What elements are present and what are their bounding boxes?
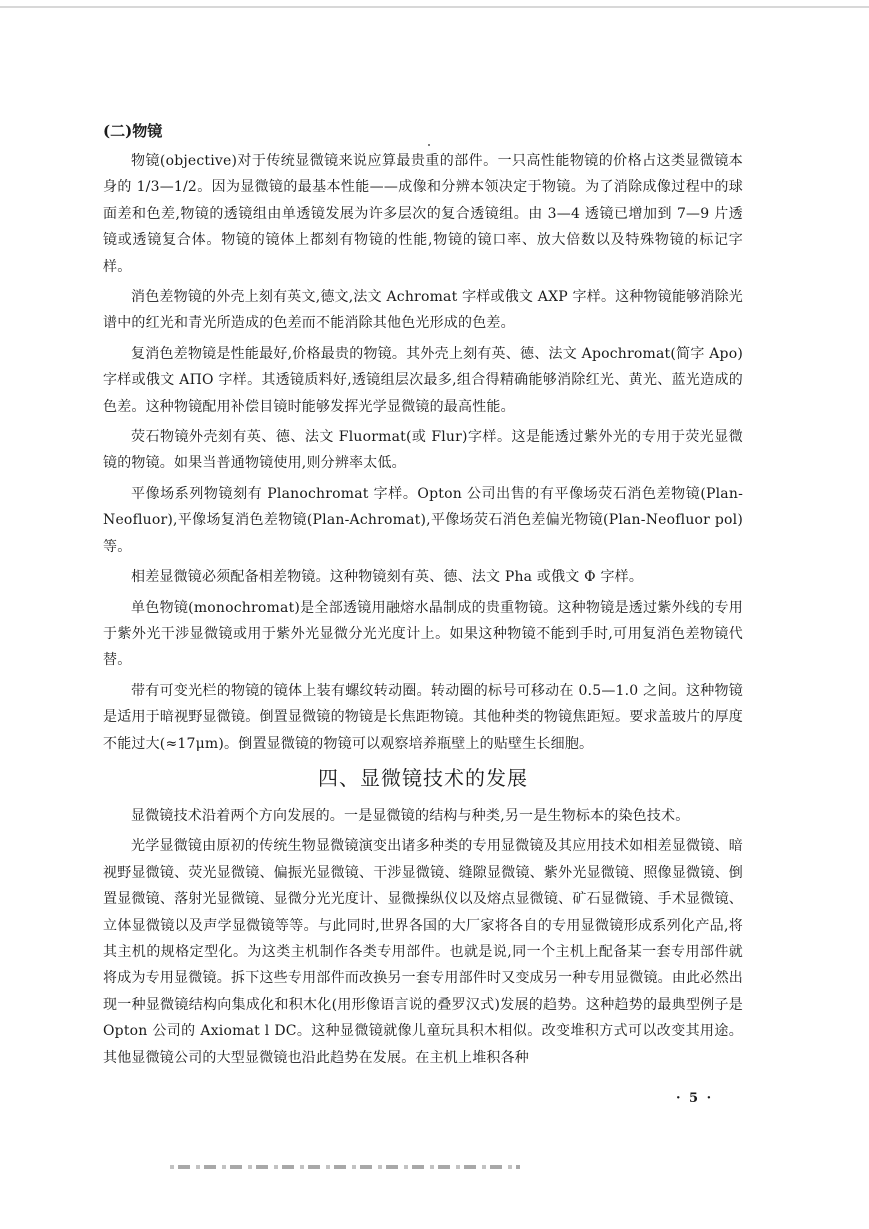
paragraph-achromat: 消色差物镜的外壳上刻有英文,德文,法文 Achromat 字样或俄文 AXP 字样。这种物镜能够消除光谱中的红光和青光所造成的色差而不能消除其他色光形成的色差。 [103, 289, 743, 332]
paragraph-planochromat: 平像场系列物镜刻有 Planochromat 字样。Opton 公司出售的有平像场荧石消色差物镜(Plan-Neofluor),平像场复消色差物镜(Plan-Achromat),平像场荧石消色差偏光物镜(Plan-Neofluor pol)等。 [103, 485, 743, 555]
paragraph-phase-objective: 相差显微镜必须配备相差物镜。这种物镜刻有英、德、法文 Pha 或俄文 Φ 字样。 [131, 569, 644, 586]
subsection-title: (二)物镜 [103, 122, 163, 140]
paragraph-monochromat: 单色物镜(monochromat)是全部透镜用融熔水晶制成的贵重物镜。这种物镜是透过紫外线的专用于紫外光干涉显微镜或用于紫外光显微分光光度计上。如果这种物镜不能到手时,可用复消色差物镜代替。 [103, 599, 743, 669]
scan-top-edge [0, 6, 869, 8]
page-body [103, 118, 743, 1075]
paragraph-objective-intro: 物镜(objective)对于传统显微镜来说应算最贵重的部件。一只高性能物镜的价格占这类显微镜本身的 1/3—1/2。因为显微镜的最基本性能——成像和分辨本领决定于物镜。为了消除成像过程中的球面差和色差,物镜的透镜组由单透镜发展为许多层次的复合透镜组。由 3—4 透镜已增加到 7—9 片透镜或透镜复合体。物镜的镜体上都刻有物镜的性能,物镜的镜口率、放大倍数以及特殊物镜的标记字样。 [103, 153, 743, 275]
paragraph-fluormat: 荧石物镜外壳刻有英、德、法文 Fluormat(或 Flur)字样。这是能透过紫外光的专用于荧光显微镜的物镜。如果当普通物镜使用,则分辨率太低。 [103, 429, 743, 472]
paragraph-development-directions: 显微镜技术沿着两个方向发展的。一是显微镜的结构与种类,另一是生物标本的染色技术。 [131, 807, 690, 824]
paragraph-iris-objective: 带有可变光栏的物镜的镜体上装有螺纹转动圈。转动圈的标号可移动在 0.5—1.0 之间。这种物镜是适用于暗视野显微镜。倒置显微镜的物镜是长焦距物镜。其他种类的物镜焦距短。要求盖玻片的厚度不能过大(≈17μm)。倒置显微镜的物镜可以观察培养瓶壁上的贴壁生长细胞。 [103, 682, 743, 752]
page-number: · 5 · [676, 1091, 714, 1106]
paragraph-apochromat: 复消色差物镜是性能最好,价格最贵的物镜。其外壳上刻有英、德、法文 Apochromat(简字 Apo)字样或俄文 AПO 字样。其透镜质料好,透镜组层次最多,组合得精确能够消除红光、黄光、蓝光造成的色差。这种物镜配用补偿目镜时能够发挥光学显微镜的最高性能。 [103, 345, 743, 415]
scan-bottom-marks [170, 1165, 520, 1169]
paragraph-specialized-microscopes: 光学显微镜由原初的传统生物显微镜演变出诸多种类的专用显微镜及其应用技术如相差显微镜、暗视野显微镜、荧光显微镜、偏振光显微镜、干涉显微镜、缝隙显微镜、紫外光显微镜、照像显微镜、倒置显微镜、落射光显微镜、显微分光光度计、显微操纵仪以及熔点显微镜、矿石显微镜、手术显微镜、立体显微镜以及声学显微镜等等。与此同时,世界各国的大厂家将各自的专用显微镜形成系列化产品,将其主机的规格定型化。为这类主机制作各类专用部件。也就是说,同一个主机上配备某一套专用部件就将成为专用显微镜。拆下这些专用部件而改换另一套专用部件时又变成另一种专用显微镜。由此必然出现一种显微镜结构向集成化和积木化(用形像语言说的叠罗汉式)发展的趋势。这种趋势的最典型例子是 Opton 公司的 Axiomat l DC。这种显微镜就像儿童玩具积木相似。改变堆积方式可以改变其用途。其他显微镜公司的大型显微镜也沿此趋势在发展。在主机上堆积各种 [103, 838, 743, 1066]
section-title: 四、显微镜技术的发展 [318, 765, 528, 790]
